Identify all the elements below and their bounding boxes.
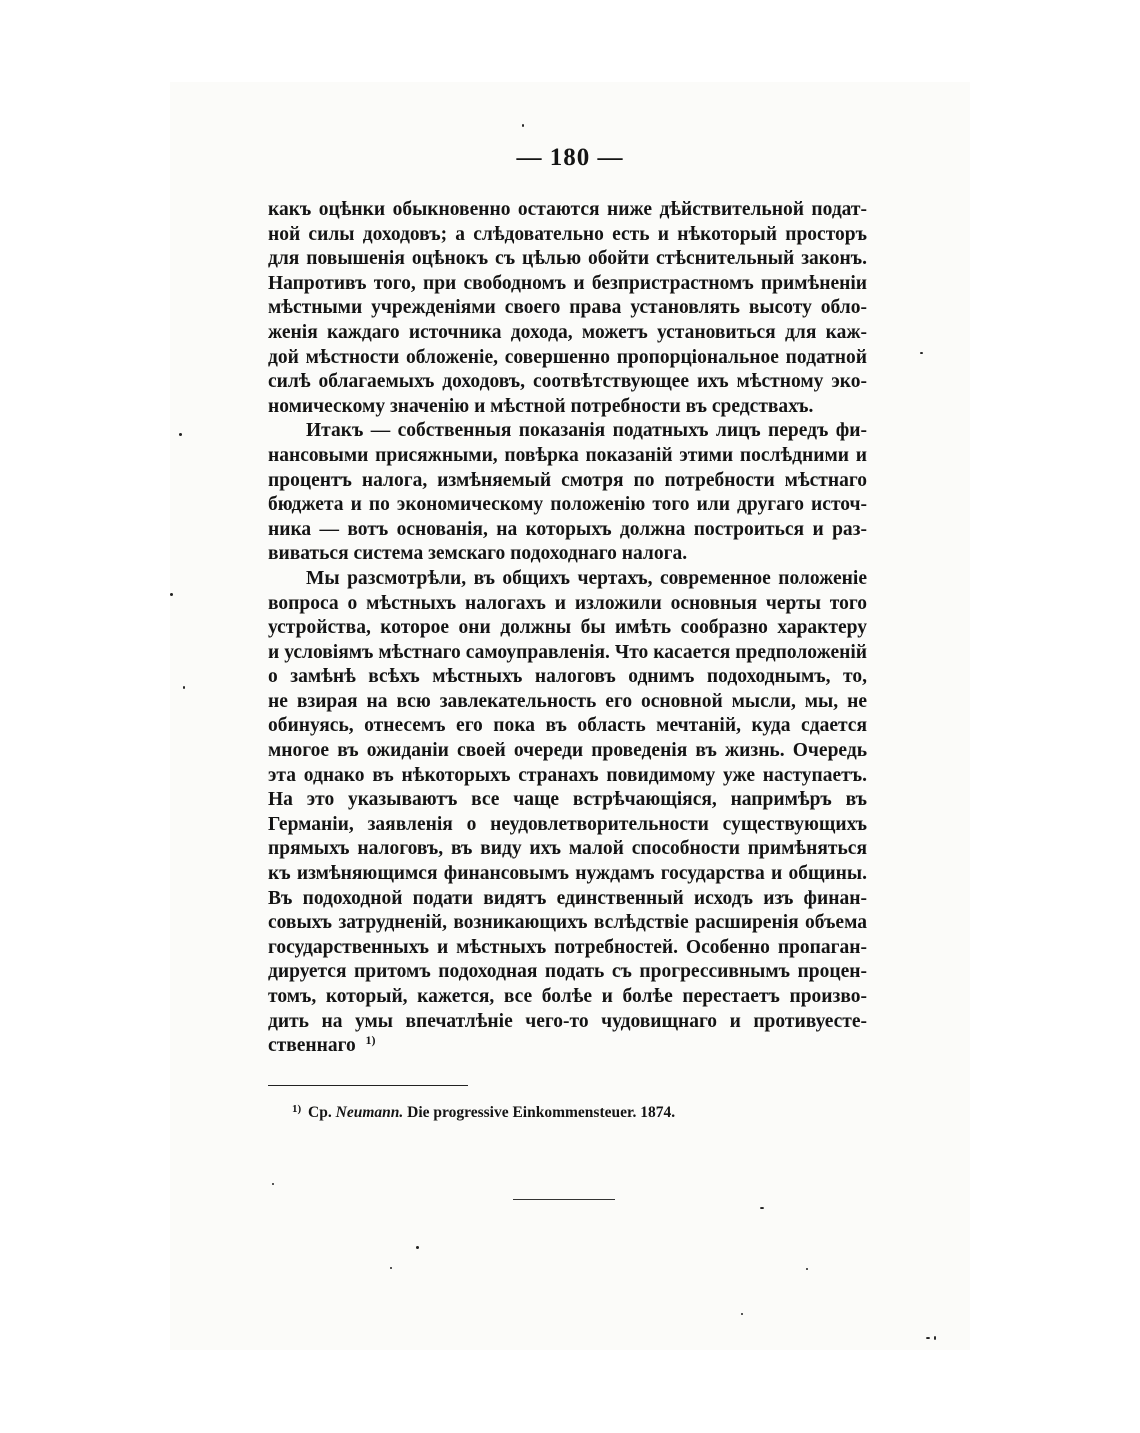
text-line-content: не взирая на всю завлекательность его основной мысли, мы, не — [268, 690, 867, 712]
text-line-content: дой мѣстности обложеніе, совершенно пропорціональное податной — [268, 346, 867, 368]
paragraph — [268, 419, 867, 567]
footnote-prefix: Ср. — [308, 1104, 332, 1121]
text-line — [268, 592, 867, 617]
text-line-content: дируется притомъ подоходная подать съ прогрессивнымъ процен- — [268, 961, 867, 983]
text-line — [268, 690, 867, 715]
text-line-content: ной силы доходовъ; а слѣдовательно есть и нѣкоторый просторъ — [268, 223, 867, 245]
text-line — [268, 837, 867, 862]
text-line-content: томъ, который, кажется, все болѣе и болѣе перестаетъ произво- — [268, 986, 867, 1007]
text-line — [268, 1034, 867, 1059]
text-line — [268, 346, 867, 371]
text-line-content: ника — вотъ основанія, на которыхъ должна построиться и раз- — [268, 518, 867, 540]
text-line — [268, 395, 867, 420]
text-line-content: процентъ налога, измѣняемый смотря по потребности мѣстнаго — [268, 469, 867, 491]
text-line-content: На это указываютъ все чаще встрѣчающіяся, напримѣръ въ — [268, 789, 867, 811]
text-line-content: и условіямъ мѣстнаго самоуправленія. Что касается предположеній — [268, 641, 867, 663]
text-line-content: Мы разсмотрѣли, въ общихъ чертахъ, современное положеніе — [306, 567, 867, 589]
text-line-content: виваться система земскаго подоходнаго налога. — [268, 543, 688, 565]
scan-speck — [806, 1268, 808, 1270]
page-number: — 180 — — [516, 144, 624, 171]
paragraph — [268, 567, 867, 1059]
text-line-content: эта однако въ нѣкоторыхъ странахъ повидимому уже наступаетъ. — [268, 764, 867, 786]
text-line — [268, 518, 867, 543]
text-line — [268, 739, 867, 764]
text-line — [268, 813, 867, 838]
text-line-content: дить на умы впечатлѣніе чего-то чудовищнаго и противуесте- — [268, 1010, 867, 1032]
scan-speck — [170, 593, 173, 596]
text-line — [268, 714, 867, 739]
scan-speck — [522, 124, 524, 127]
text-line-content: Въ подоходной подати видятъ единственный исходъ изъ финан- — [268, 887, 867, 909]
text-line — [268, 296, 867, 321]
text-line — [268, 542, 867, 567]
text-line — [268, 911, 867, 936]
text-line — [268, 198, 867, 223]
paragraph — [268, 198, 867, 419]
text-line-content: нансовыми присяжными, повѣрка показаній этими послѣдними и — [268, 444, 867, 466]
text-line-content: бюджета и по экономическому положенію того или другаго источ- — [268, 494, 867, 516]
text-line — [268, 665, 867, 690]
footnote-reference: 1) — [365, 1034, 376, 1048]
text-line — [268, 247, 867, 272]
text-line-content: мѣстными учрежденіями своего права установлять высоту обло- — [268, 297, 867, 319]
text-line-content: вопроса о мѣстныхъ налогахъ и изложили основныя черты того — [268, 592, 867, 614]
scan-speck — [272, 1183, 274, 1185]
scan-speck — [183, 686, 185, 689]
text-line-content: ственнаго — [268, 1035, 356, 1057]
text-line-content: прямыхъ налоговъ, въ виду ихъ малой способности примѣняться — [268, 838, 867, 860]
scan-speck — [741, 1313, 743, 1315]
text-line — [268, 936, 867, 961]
text-line — [268, 493, 867, 518]
scan-speck — [926, 1337, 930, 1339]
text-line-content: къ измѣняющимся финансовымъ нуждамъ государства и общины. — [268, 863, 867, 885]
text-line-content: многое въ ожиданіи своей очереди проведенія въ жизнь. Очередь — [268, 740, 867, 762]
scan-speck — [179, 433, 182, 436]
text-line-content: номическому значенію и мѣстной потребности въ средствахъ. — [268, 395, 814, 417]
scan-speck — [390, 1267, 392, 1269]
body-text — [268, 198, 867, 1059]
text-line — [268, 223, 867, 248]
text-line-content: силѣ облагаемыхъ доходовъ, соотвѣтствующее ихъ мѣстному эко- — [268, 371, 867, 393]
text-line-content: устройства, которое они должны бы имѣть сообразно характеру — [268, 617, 867, 639]
text-line — [268, 370, 867, 395]
text-line-content: Напротивъ того, при свободномъ и безпристрастномъ примѣненіи — [268, 272, 867, 294]
text-line — [268, 419, 867, 444]
scan-speck — [416, 1246, 419, 1249]
text-line-content: Итакъ — собственныя показанія податныхъ лицъ передъ фи- — [306, 420, 867, 442]
text-line-content: для повышенія оцѣнокъ съ цѣлью обойти стѣснительный законъ. — [268, 248, 867, 270]
text-line — [268, 272, 867, 297]
text-line — [268, 567, 867, 592]
scan-speck — [934, 1336, 936, 1340]
end-divider — [513, 1199, 615, 1200]
text-line — [268, 788, 867, 813]
text-line — [268, 1010, 867, 1035]
footnote-divider — [268, 1085, 468, 1086]
text-line — [268, 444, 867, 469]
text-line — [268, 887, 867, 912]
text-line — [268, 616, 867, 641]
text-line-content: Германіи, заявленія о неудовлетворительности существующихъ — [268, 813, 867, 835]
text-line-content: женія каждаго источника дохода, можетъ установиться для каж- — [268, 321, 867, 343]
scan-speck — [920, 352, 923, 354]
text-line — [268, 862, 867, 887]
text-line-content: обинуясь, отнесемъ его пока въ область мечтаній, куда сдается — [268, 715, 867, 737]
text-line — [268, 469, 867, 494]
text-line — [268, 960, 867, 985]
footnote — [292, 1103, 675, 1122]
text-line-content: совыхъ затрудненій, возникающихъ вслѣдствіе расширенія объема — [268, 912, 867, 934]
text-line-content: какъ оцѣнки обыкновенно остаются ниже дѣйствительной подат- — [268, 199, 867, 220]
text-line — [268, 321, 867, 346]
text-line — [268, 985, 867, 1010]
footnote-title: Die progressive Einkommensteuer. 1874. — [407, 1104, 676, 1121]
text-line-content: о замѣнѣ всѣхъ мѣстныхъ налоговъ однимъ подоходнымъ, то, — [268, 666, 867, 688]
scan-speck — [760, 1207, 764, 1209]
text-line — [268, 764, 867, 789]
text-line-content: государственныхъ и мѣстныхъ потребностей. Особенно пропаган- — [268, 936, 867, 958]
footnote-author: Neumann. — [335, 1104, 404, 1121]
text-line — [268, 641, 867, 666]
footnote-marker: 1) — [292, 1103, 302, 1115]
